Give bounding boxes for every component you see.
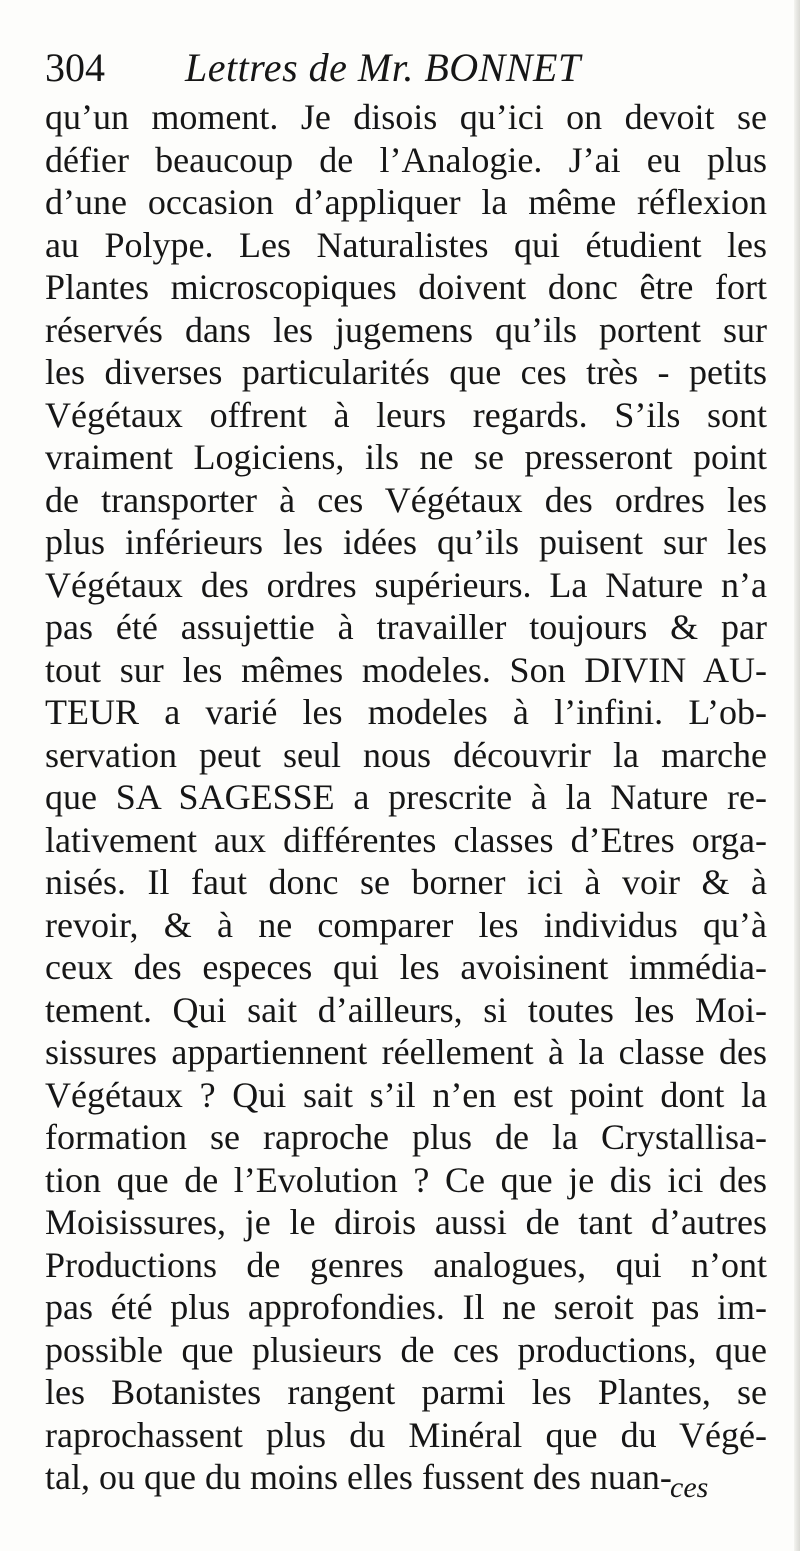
text-line: servation peut seul nous découvrir la marche <box>45 734 767 775</box>
body-text <box>45 96 767 1499</box>
text-line: lativement aux différentes classes d’Etres orga- <box>45 819 767 860</box>
text-line: pas été assujettie à travailler toujours & par <box>45 607 767 647</box>
text-line: sissures appartiennent réellement à la classe des <box>45 1032 767 1072</box>
text-line: défier beaucoup de l’Analogie. J’ai eu plus <box>45 139 767 180</box>
text-line: plus inférieurs les idées qu’ils puisent sur les <box>45 522 767 562</box>
text-line: Moisissures, je le dirois aussi de tant d’autres <box>45 1202 767 1242</box>
text-line: tion que de l’Evolution ? Ce que je dis ici des <box>45 1159 767 1200</box>
text-line: Végétaux des ordres supérieurs. La Nature n’a <box>45 564 767 605</box>
catchword: ces <box>670 1471 709 1504</box>
text-line: nisés. Il faut donc se borner ici à voir & à <box>45 862 767 902</box>
text-line: Plantes microscopiques doivent donc être fort <box>45 267 767 307</box>
text-line: Végétaux offrent à leurs regards. S’ils sont <box>45 394 767 435</box>
text-line: les Botanistes rangent parmi les Plantes, se <box>45 1372 767 1412</box>
text-line: au Polype. Les Naturalistes qui étudient les <box>45 224 767 265</box>
text-line: formation se raproche plus de la Crystallisa- <box>45 1117 767 1157</box>
text-line: ceux des especes qui les avoisinent immédia- <box>45 947 767 987</box>
text-line: revoir, & à ne comparer les individus qu’à <box>45 904 767 945</box>
text-line: d’une occasion d’appliquer la même réflexion <box>45 182 767 222</box>
text-line: possible que plusieurs de ces productions, que <box>45 1329 767 1370</box>
text-line: de transporter à ces Végétaux des ordres les <box>45 479 767 520</box>
running-head: Lettres de Mr. BONNET <box>185 45 581 90</box>
text-line: Végétaux ? Qui sait s’il n’en est point dont la <box>45 1074 767 1115</box>
text-line: tout sur les mêmes modeles. Son DIVIN AU- <box>45 649 767 690</box>
page-number: 304 <box>45 45 105 90</box>
text-line: vraiment Logiciens, ils ne se presseront point <box>45 437 767 477</box>
text-line: raprochassent plus du Minéral que du Végé- <box>45 1414 767 1455</box>
text-line: pas été plus approfondies. Il ne seroit pas im- <box>45 1287 767 1327</box>
text-line: les diverses particularités que ces très - petits <box>45 352 767 392</box>
text-line: réservés dans les jugemens qu’ils portent sur <box>45 309 767 350</box>
text-line: tal, ou que du moins elles fussent des nuan- <box>45 1457 672 1497</box>
text-line: tement. Qui sait d’ailleurs, si toutes les Moi- <box>45 989 767 1030</box>
text-line: que SA SAGESSE a prescrite à la Nature re- <box>45 777 767 817</box>
text-line: Productions de genres analogues, qui n’ont <box>45 1244 767 1285</box>
text-line: TEUR a varié les modeles à l’infini. L’ob- <box>45 692 767 732</box>
page-spine-shadow <box>794 0 800 1551</box>
text-line: qu’un moment. Je disois qu’ici on devoit se <box>45 97 767 137</box>
page-header <box>45 30 765 98</box>
